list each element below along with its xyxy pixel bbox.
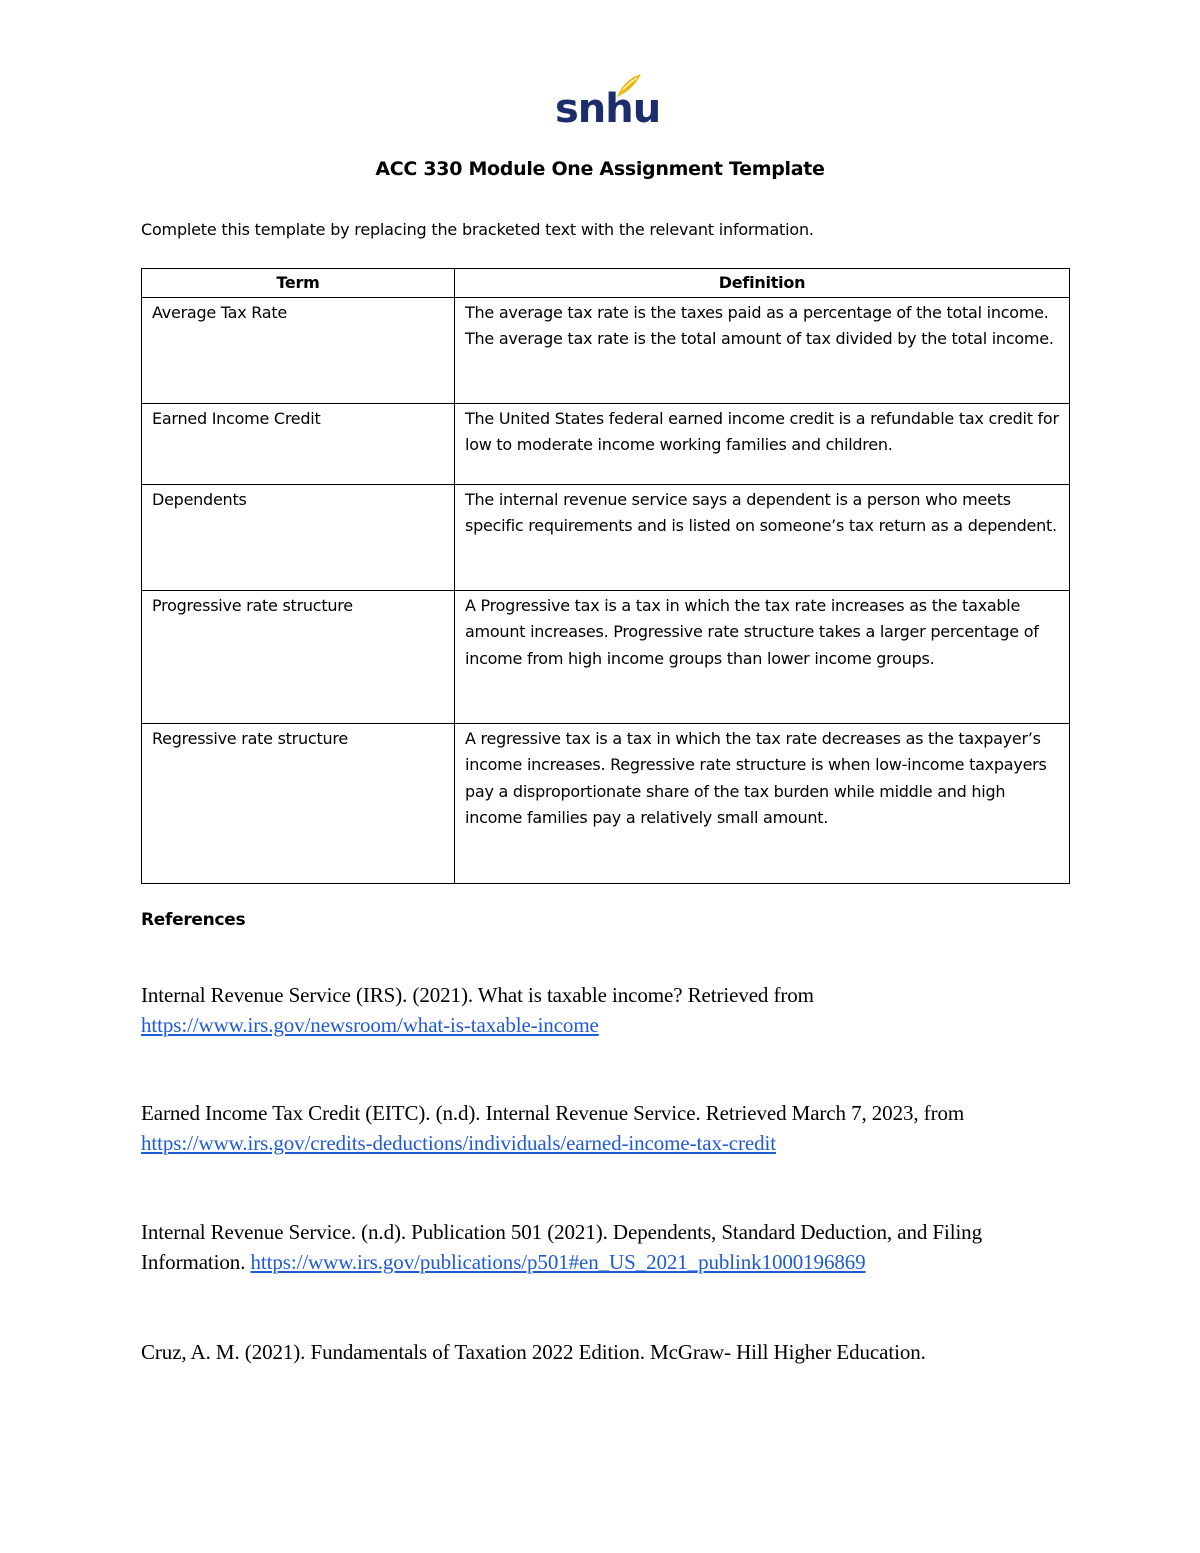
table-row [142,723,1070,883]
snhu-logo [555,72,661,134]
page-title: ACC 330 Module One Assignment Template [375,158,825,180]
terms-table [141,268,1070,884]
reference-text: Internal Revenue Service. (n.d). Publication 501 (2021). Dependents, Standard Deduction, and Filing Information. [141,1220,982,1274]
reference-item [141,980,1061,1040]
reference-item [141,1098,1061,1158]
instructions-text: Complete this template by replacing the bracketed text with the relevant information. [141,220,814,239]
definition-cell: A Progressive tax is a tax in which the tax rate increases as the taxable amount increases. Progressive rate structure takes a larger percentage of income from high income groups than lower income groups. [455,590,1070,723]
definition-cell: A regressive tax is a tax in which the tax rate decreases as the taxpayer’s income increases. Regressive rate structure is when low-income taxpayers pay a disproportionate share of the tax burden while middle and high income families pay a relatively small amount. [455,723,1070,883]
reference-text: Cruz, A. M. (2021). Fundamentals of Taxation 2022 Edition. McGraw- Hill Higher Education. [141,1340,926,1364]
reference-item [141,1217,1061,1277]
reference-link[interactable]: https://www.irs.gov/newsroom/what-is-taxable-income [141,1013,599,1037]
term-cell: Average Tax Rate [142,297,455,403]
reference-text: Internal Revenue Service (IRS). (2021). What is taxable income? Retrieved from [141,983,814,1007]
term-cell: Regressive rate structure [142,723,455,883]
table-row [142,297,1070,403]
reference-link[interactable]: https://www.irs.gov/credits-deductions/individuals/earned-income-tax-credit [141,1131,776,1155]
references-heading: References [141,910,246,930]
logo-text: snhu [555,86,661,132]
column-header-term: Term [142,269,455,298]
term-cell: Progressive rate structure [142,590,455,723]
reference-text: Earned Income Tax Credit (EITC). (n.d). Internal Revenue Service. Retrieved March 7, 2023, from [141,1101,965,1125]
table-row [142,484,1070,590]
table-row [142,403,1070,484]
column-header-definition: Definition [455,269,1070,298]
definition-cell: The average tax rate is the taxes paid as a percentage of the total income. The average tax rate is the total amount of tax divided by the total income. [455,297,1070,403]
reference-item [141,1337,1061,1367]
term-cell: Dependents [142,484,455,590]
term-cell: Earned Income Credit [142,403,455,484]
table-row [142,590,1070,723]
reference-link[interactable]: https://www.irs.gov/publications/p501#en_US_2021_publink1000196869 [250,1250,866,1274]
definition-cell: The United States federal earned income credit is a refundable tax credit for low to moderate income working families and children. [455,403,1070,484]
definition-cell: The internal revenue service says a dependent is a person who meets specific requirements and is listed on someone’s tax return as a dependent. [455,484,1070,590]
table-header-row [142,269,1070,298]
